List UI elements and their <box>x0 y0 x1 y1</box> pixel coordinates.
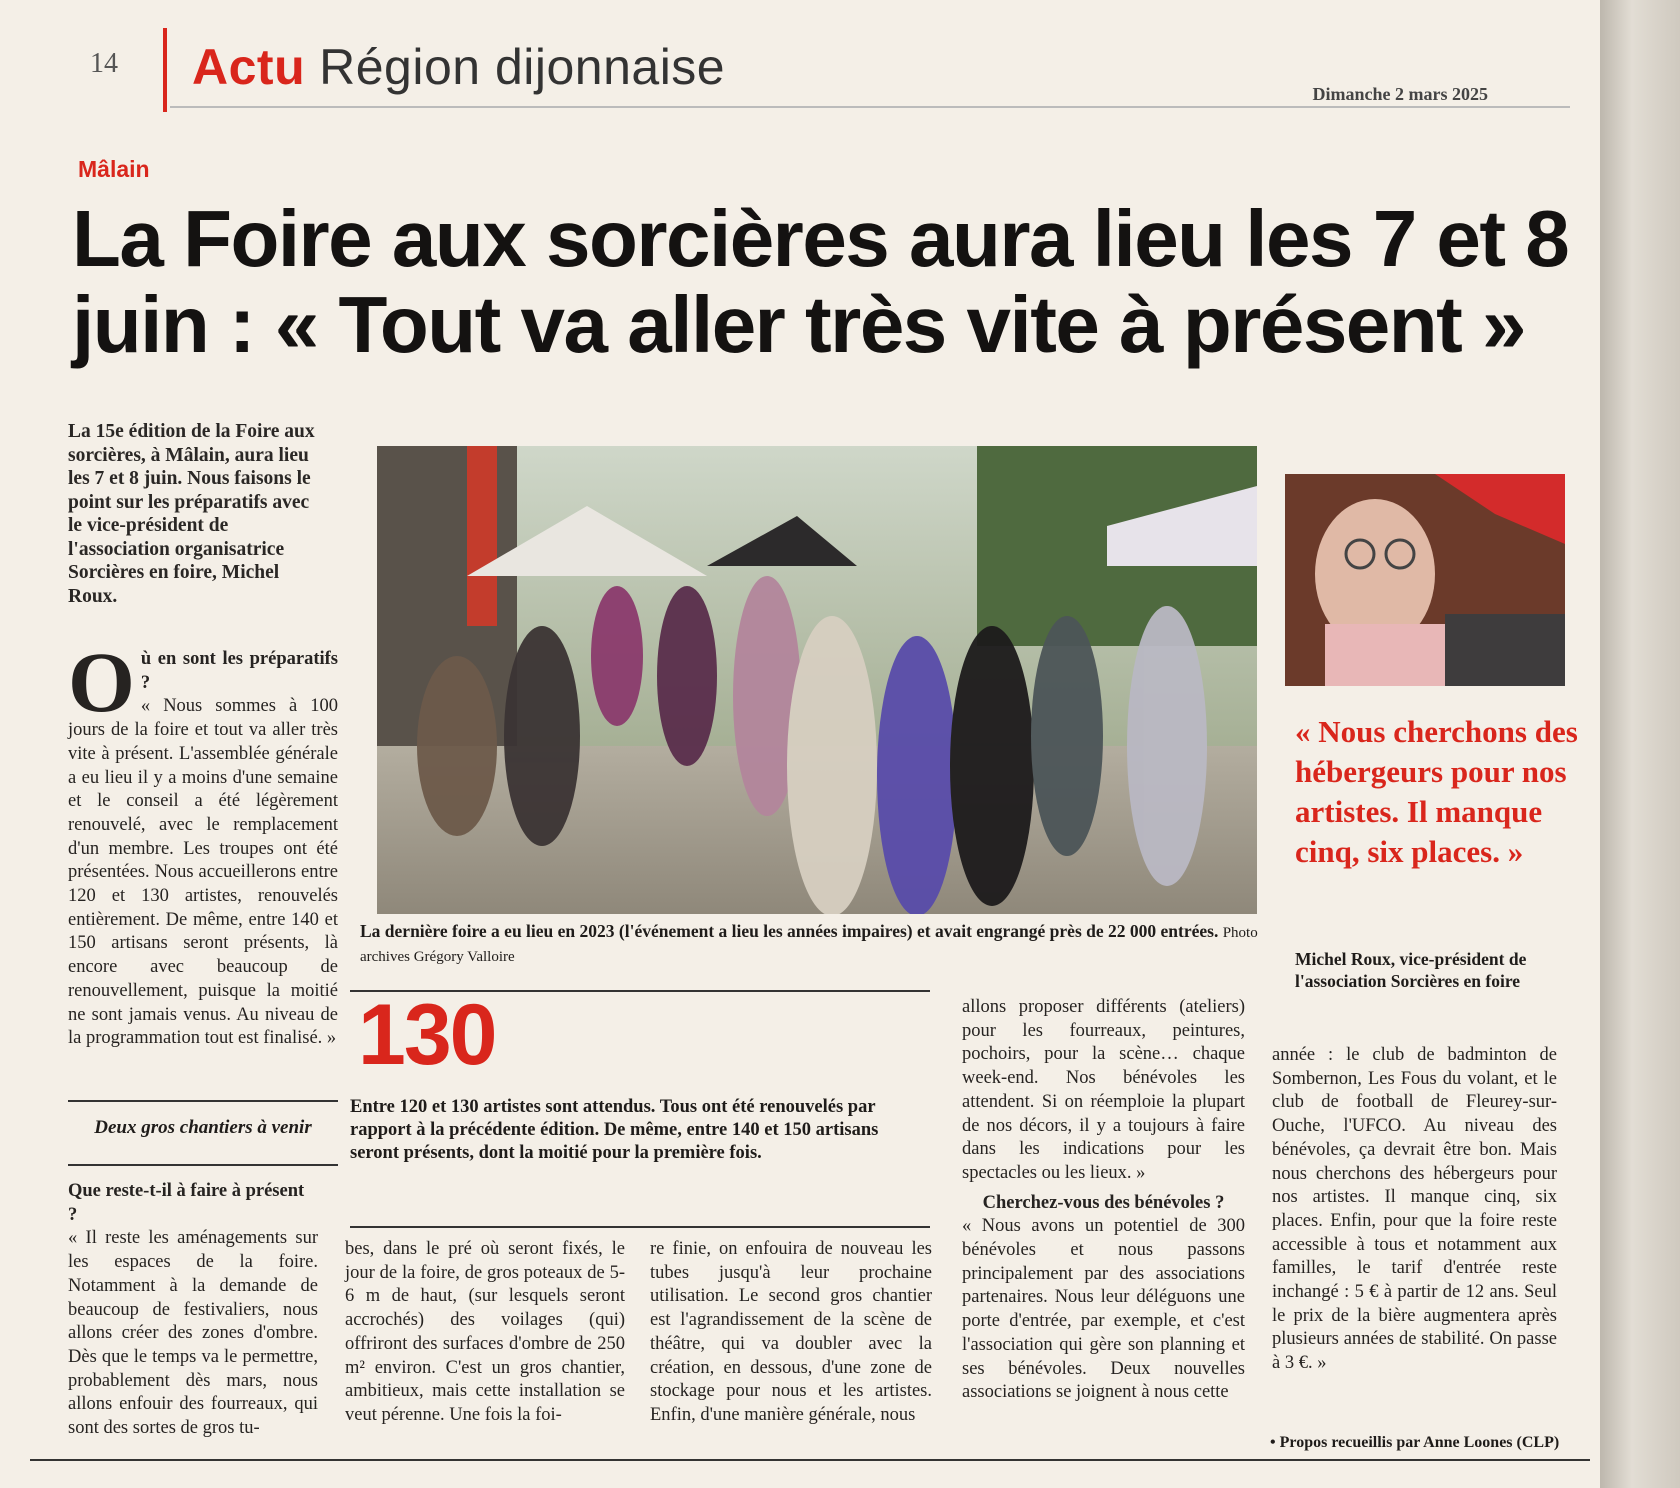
article-column-3 <box>650 1238 932 1428</box>
byline: • Propos recueillis par Anne Loones (CLP) <box>1270 1434 1560 1451</box>
answer-1: « Nous sommes à 100 jours de la foire et tout va aller très vite à présent. L'assemblée générale a eu lieu il y a moins d'une semaine et le conseil a été légèrement renouvelé, avec le remplacement d'un membre. Les troupes ont été présentées. Nous accueillerons entre 120 et 130 artistes, renouvelés entièrement. De même, entre 140 et 150 artisans seront présents, là encore avec beaucoup de renouvellement, puisque la moitié ne sont jamais venus. Au niveau de la programmation tout est finalisé. » <box>68 696 338 1049</box>
question-3: Cherchez-vous des bénévoles ? <box>982 1192 1225 1213</box>
page-number: 14 <box>90 48 118 79</box>
photo-caption <box>360 920 1270 968</box>
key-figure-number: 130 <box>358 987 496 1083</box>
event-photo <box>377 446 1257 914</box>
page-bottom-rule <box>30 1459 1590 1461</box>
answer-2-part-2: bes, dans le pré où seront fixés, le jour de la foire, de gros poteaux de 5-6 m de haut, (sur lesquels seront accrochés) des voilages (qui) offriront des surfaces d'ombre de 250 m² environ. C'est un gros chantier, ambitieux, mais cette installation se veut pérenne. Une fois la foi- <box>345 1239 625 1425</box>
article-column-1 <box>68 634 338 1051</box>
section-divider <box>163 28 167 112</box>
caption-text: La dernière foire a eu lieu en 2023 (l'événement a lieu les années impaires) et avait engrangé près de 22 000 entrées. <box>360 921 1219 941</box>
article-column-1b <box>68 1180 318 1441</box>
issue-date: Dimanche 2 mars 2025 <box>1312 84 1488 104</box>
subhead-rule-bottom <box>68 1164 338 1166</box>
article-headline: La Foire aux sorcières aura lieu les 7 et 8 juin : « Tout va aller très vite à présent » <box>72 194 1569 369</box>
question-1: ù en sont les préparatifs ? <box>140 649 338 693</box>
article-column-5 <box>1272 1044 1557 1376</box>
section-name: Région dijonnaise <box>319 39 726 95</box>
portrait-photo <box>1285 474 1565 686</box>
subhead-rule-top <box>68 1100 338 1102</box>
section-label: Actu <box>192 39 306 95</box>
article-lede: La 15e édition de la Foire aux sorcières, à Mâlain, aura lieu les 7 et 8 juin. Nous faisons le point sur les préparatifs avec le vice-président de l'association organisatrice Sorcières en foire, Michel Roux. <box>68 421 315 607</box>
pull-quote-attribution: Michel Roux, vice-président de l'association Sorcières en foire <box>1295 949 1527 991</box>
photo-credit: Photo archives Grégory Valloire <box>360 925 1258 965</box>
answer-2-part-4: allons proposer différents (ateliers) pour les fourreaux, peintures, pochoirs, pour la scène… chaque week-end. Nos bénévoles les attendent. Si on réemploie la plupart de nos décors, il y a toujours à faire dans les indications pour les spectacles ou les lieux. » <box>962 997 1245 1183</box>
article-column-4 <box>962 996 1245 1405</box>
pull-quote: « Nous cherchons des hébergeurs pour nos artistes. Il manque cinq, six places. » <box>1295 714 1578 869</box>
answer-2-part-1: « Il reste les aménagements sur les espaces de la foire. Notamment à la demande de beaucoup de festivaliers, nous allons créer des zones d'ombre. Dès que le temps va le permettre, probablement dès mars, nous allons enfouir des fourreaux, qui sont des sortes de gros tu- <box>68 1228 318 1439</box>
answer-2-part-3: re finie, on enfouira de nouveau les tubes jusqu'à leur prochaine utilisation. Le second gros chantier est l'agrandissement de la scène de théâtre, qui va doubler avec la création, en dessous, d'une zone de stockage pour nous et les artistes. Enfin, d'une manière générale, nous <box>650 1239 932 1425</box>
key-figure-text: Entre 120 et 130 artistes sont attendus. Tous ont été renouvelés par rapport à la précédente édition. De même, entre 140 et 150 artisans seront présents, dont la moitié pour la première fois. <box>350 1097 879 1163</box>
section-header <box>192 38 725 96</box>
page-fold <box>1600 0 1680 1488</box>
question-2: Que reste-t-il à faire à présent ? <box>68 1181 305 1225</box>
answer-3-part-1: « Nous avons un potentiel de 300 bénévoles et nous passons principalement par des associations partenaires. Nous leur déléguons une porte d'entrée, par exemple, et c'est l'association qui gère son planning et ses bénévoles. Deux nouvelles associations se joignent à nous cette <box>962 1216 1245 1403</box>
header-rule <box>170 106 1570 108</box>
crowd-photo-illustration <box>377 446 1257 914</box>
article-kicker: Mâlain <box>78 156 150 182</box>
subhead: Deux gros chantiers à venir <box>94 1117 312 1138</box>
portrait-illustration <box>1285 474 1565 686</box>
article-column-2 <box>345 1238 625 1428</box>
answer-3-part-2: année : le club de badminton de Sombernon, Les Fous du volant, et le club de football de Fleurey-sur-Ouche, l'UFCO. Au niveau des bénévoles, ça devrait être bon. Mais nous cherchons des hébergeurs pour nos artistes. Il manque cinq, six places. Enfin, pour que la foire reste accessible à tous et notamment aux familles, le tarif d'entrée reste inchangé : 5 € à partir de 12 ans. Seul le prix de la bière augmentera après plusieurs années de stabilité. On passe à 3 €. » <box>1272 1045 1557 1374</box>
keyfigure-rule-bottom <box>350 1226 930 1228</box>
drop-cap: O <box>68 634 135 730</box>
